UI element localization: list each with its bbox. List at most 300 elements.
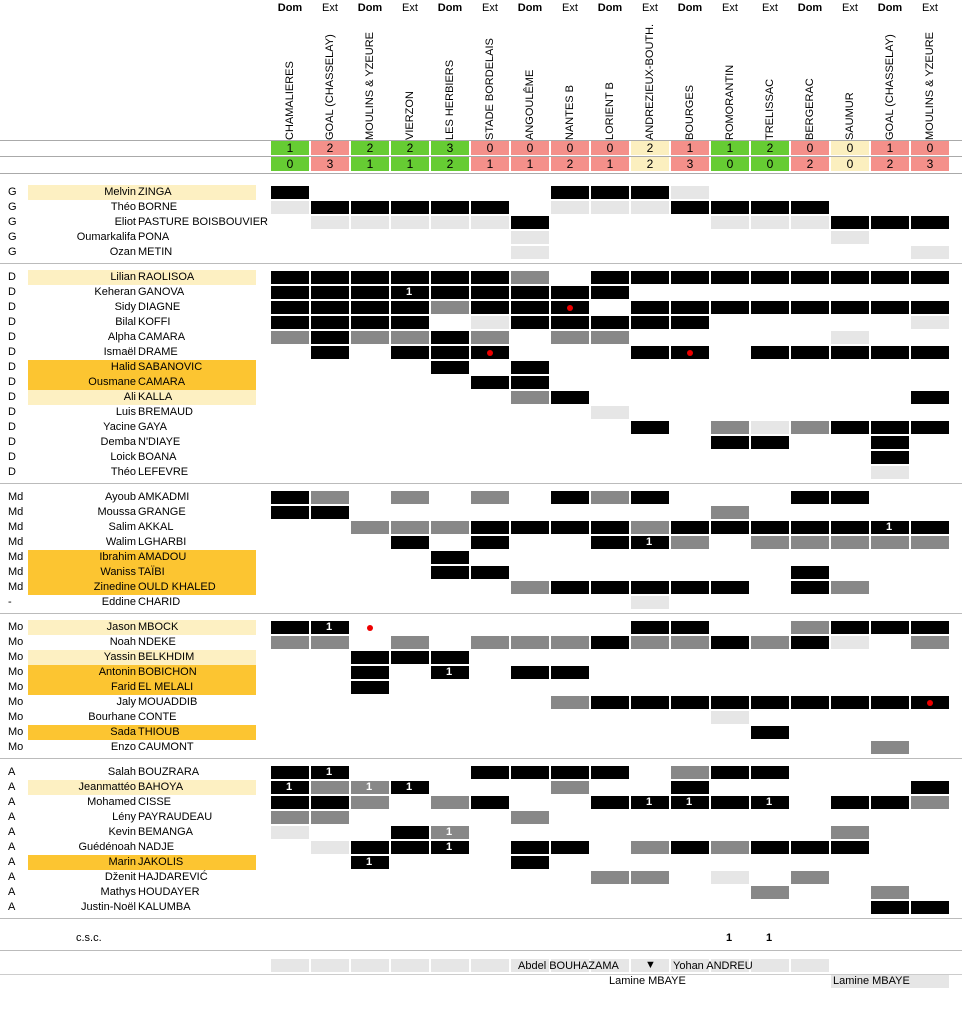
- score-cell: 0: [711, 157, 749, 171]
- participation-cell: [711, 271, 749, 284]
- participation-cell: [591, 521, 629, 534]
- player-name: [28, 230, 256, 245]
- staff-cell: [471, 959, 509, 972]
- player-name: [28, 360, 256, 375]
- participation-cell: [631, 636, 669, 649]
- score-cell: 1: [871, 141, 909, 155]
- score-cell: 2: [631, 141, 669, 155]
- participation-cell: [511, 391, 549, 404]
- participation-cell: [791, 841, 829, 854]
- player-name: [28, 780, 256, 795]
- participation-cell: [311, 781, 349, 794]
- participation-cell: [391, 346, 429, 359]
- last-name: RAOLISOA: [138, 271, 195, 283]
- position-label: Mo: [8, 711, 24, 723]
- participation-cell: [871, 301, 909, 314]
- first-name: Moussa: [97, 506, 136, 518]
- participation-cell: [271, 201, 309, 214]
- participation-cell: [431, 286, 469, 299]
- participation-cell: [711, 421, 749, 434]
- player-row: [0, 710, 962, 725]
- player-name: [28, 725, 256, 740]
- participation-cell: [271, 796, 309, 809]
- last-name: CISSE: [138, 796, 172, 808]
- score-cell: 2: [551, 157, 589, 171]
- opponent-name: LORIENT B: [604, 82, 616, 140]
- last-name: LEFEVRE: [138, 466, 189, 478]
- participation-cell: [511, 841, 549, 854]
- participation-cell: [871, 421, 909, 434]
- participation-cell: [671, 621, 709, 634]
- staff-cell: [791, 959, 829, 972]
- venue-label: Dom: [597, 2, 623, 14]
- participation-cell: [311, 201, 349, 214]
- participation-cell: [471, 331, 509, 344]
- first-name: Oumarkalifa: [76, 231, 136, 243]
- player-name: [28, 215, 268, 230]
- first-name: Kevin: [108, 826, 136, 838]
- participation-cell: [871, 621, 909, 634]
- player-row: [0, 565, 962, 580]
- opponent-label: [270, 18, 310, 140]
- player-row: [0, 505, 962, 520]
- participation-cell: [671, 781, 709, 794]
- player-name: [28, 765, 256, 780]
- participation-cell: [831, 696, 869, 709]
- first-name: Loick: [110, 451, 136, 463]
- last-name: KOFFI: [138, 316, 171, 328]
- opponent-label: [630, 18, 670, 140]
- player-name: [28, 345, 256, 360]
- group-separator: [0, 918, 962, 919]
- position-label: G: [8, 186, 17, 198]
- participation-cell: [551, 781, 589, 794]
- participation-cell: [831, 346, 869, 359]
- participation-cell: [631, 581, 669, 594]
- participation-cell: [911, 521, 949, 534]
- player-row: [0, 765, 962, 780]
- goal-count: 1: [365, 856, 373, 868]
- assistant-name: Lamine MBAYE: [833, 975, 910, 987]
- player-row: [0, 520, 962, 535]
- participation-cell: [271, 186, 309, 199]
- participation-cell: [871, 886, 909, 899]
- participation-cell: [431, 361, 469, 374]
- opponent-label: [870, 18, 910, 140]
- score-cell: 1: [271, 141, 309, 155]
- position-label: Mo: [8, 636, 24, 648]
- opponent-name: MOULINS & YZEURE: [364, 32, 376, 140]
- opponent-name: ANGOULÊME: [524, 69, 536, 140]
- participation-cell: [391, 301, 429, 314]
- participation-cell: [871, 451, 909, 464]
- score-cell: 0: [831, 157, 869, 171]
- header-rule: [0, 140, 962, 141]
- participation-cell: [351, 271, 389, 284]
- participation-cell: [671, 301, 709, 314]
- participation-cell: [311, 286, 349, 299]
- position-label: D: [8, 451, 16, 463]
- first-name: Bilal: [115, 316, 136, 328]
- position-label: Md: [8, 506, 24, 518]
- participation-cell: [591, 286, 629, 299]
- participation-cell: [551, 391, 589, 404]
- first-name: Yacine: [103, 421, 136, 433]
- participation-cell: [511, 521, 549, 534]
- participation-cell: [471, 286, 509, 299]
- first-name: Halid: [110, 361, 136, 373]
- participation-cell: [671, 696, 709, 709]
- participation-cell: [751, 346, 789, 359]
- first-name: Noah: [109, 636, 136, 648]
- participation-cell: [751, 536, 789, 549]
- participation-cell: [911, 421, 949, 434]
- position-label: Mo: [8, 681, 24, 693]
- player-row: [0, 345, 962, 360]
- participation-cell: [591, 871, 629, 884]
- participation-cell: [791, 871, 829, 884]
- participation-cell: [271, 301, 309, 314]
- participation-cell: [751, 636, 789, 649]
- position-label: D: [8, 406, 16, 418]
- position-label: Md: [8, 581, 24, 593]
- last-name: SABANOVIC: [138, 361, 203, 373]
- first-name: Marin: [108, 856, 136, 868]
- player-row: [0, 215, 962, 230]
- participation-cell: [511, 811, 549, 824]
- participation-cell: [711, 521, 749, 534]
- last-name: CONTE: [138, 711, 177, 723]
- venue-label: Dom: [797, 2, 823, 14]
- first-name: Mohamed: [87, 796, 136, 808]
- red-card-dot: [687, 350, 693, 356]
- position-label: A: [8, 901, 16, 913]
- player-name: [28, 465, 256, 480]
- participation-cell: [551, 696, 589, 709]
- player-row: [0, 490, 962, 505]
- opponent-label: [910, 18, 950, 140]
- player-name: [28, 490, 256, 505]
- goal-count: 1: [325, 766, 333, 778]
- first-name: Salim: [108, 521, 136, 533]
- position-label: D: [8, 376, 16, 388]
- venue-label: Dom: [677, 2, 703, 14]
- participation-cell: [791, 636, 829, 649]
- player-row: [0, 900, 962, 915]
- opponent-name: NANTES B: [564, 84, 576, 140]
- participation-cell: [631, 521, 669, 534]
- goal-count: 1: [765, 796, 773, 808]
- score-cell: 0: [831, 141, 869, 155]
- participation-cell: [791, 491, 829, 504]
- participation-cell: [631, 421, 669, 434]
- player-name: [28, 550, 256, 565]
- score-cell: 0: [911, 141, 949, 155]
- score-cell: 0: [551, 141, 589, 155]
- participation-cell: [511, 271, 549, 284]
- venue-label: Dom: [517, 2, 543, 14]
- participation-cell: [791, 271, 829, 284]
- player-name: [28, 665, 256, 680]
- last-name: KALUMBA: [138, 901, 191, 913]
- last-name: LGHARBI: [138, 536, 187, 548]
- participation-cell: [791, 201, 829, 214]
- participation-cell: [831, 581, 869, 594]
- player-name: [28, 595, 256, 610]
- participation-cell: [311, 271, 349, 284]
- first-name: Bourhane: [88, 711, 136, 723]
- participation-cell: [871, 271, 909, 284]
- player-name: [28, 185, 256, 200]
- player-row: [0, 360, 962, 375]
- player-name: [28, 245, 256, 260]
- opponent-label: [550, 18, 590, 140]
- opponent-name: CHAMALIERES: [284, 61, 296, 140]
- last-name: PAYRAUDEAU: [138, 811, 213, 823]
- first-name: Antonin: [98, 666, 136, 678]
- participation-cell: [751, 271, 789, 284]
- participation-cell: [471, 376, 509, 389]
- participation-cell: [751, 421, 789, 434]
- player-row: [0, 200, 962, 215]
- participation-cell: [791, 346, 829, 359]
- participation-cell: [711, 301, 749, 314]
- score-cell: 0: [271, 157, 309, 171]
- last-name: THIOUB: [138, 726, 180, 738]
- participation-cell: [911, 536, 949, 549]
- player-name: [28, 270, 256, 285]
- player-row: [0, 810, 962, 825]
- goal-count: 1: [645, 796, 653, 808]
- participation-cell: [351, 521, 389, 534]
- participation-cell: [831, 621, 869, 634]
- participation-cell: [631, 346, 669, 359]
- player-row: [0, 420, 962, 435]
- player-name: [28, 900, 256, 915]
- last-name: BOUZRARA: [138, 766, 200, 778]
- player-row: [0, 595, 962, 610]
- staff-cell: [351, 959, 389, 972]
- participation-cell: [591, 316, 629, 329]
- last-name: GAYA: [138, 421, 167, 433]
- opponent-label: [350, 18, 390, 140]
- opponent-name: TRELISSAC: [764, 78, 776, 140]
- participation-cell: [631, 316, 669, 329]
- player-name: [28, 390, 256, 405]
- participation-cell: [551, 286, 589, 299]
- participation-cell: [511, 766, 549, 779]
- position-label: G: [8, 231, 17, 243]
- first-name: Farid: [110, 681, 136, 693]
- participation-cell: [271, 491, 309, 504]
- player-row: [0, 405, 962, 420]
- player-row: [0, 580, 962, 595]
- goal-count: 1: [405, 286, 413, 298]
- first-name: Melvin: [104, 186, 136, 198]
- opponent-label: [590, 18, 630, 140]
- first-name: Théo: [110, 201, 136, 213]
- last-name: PONA: [138, 231, 170, 243]
- opponent-name: GOAL (CHASSELAY): [324, 34, 336, 140]
- first-name: Yassin: [103, 651, 136, 663]
- participation-cell: [511, 231, 549, 244]
- score-cell: 1: [471, 157, 509, 171]
- venue-label: Ext: [642, 2, 658, 14]
- opponent-name: ANDREZIEUX-BOUTH.: [644, 23, 656, 140]
- position-label: A: [8, 871, 16, 883]
- venue-label: Dom: [357, 2, 383, 14]
- last-name: CAMARA: [138, 331, 186, 343]
- participation-cell: [311, 331, 349, 344]
- participation-cell: [751, 201, 789, 214]
- player-row: [0, 375, 962, 390]
- last-name: BOANA: [138, 451, 177, 463]
- participation-cell: [871, 696, 909, 709]
- opponent-label: [710, 18, 750, 140]
- participation-cell: [271, 766, 309, 779]
- score-cell: 3: [911, 157, 949, 171]
- participation-cell: [711, 711, 749, 724]
- first-name: Alpha: [107, 331, 136, 343]
- participation-cell: [871, 536, 909, 549]
- first-name: Waniss: [100, 566, 136, 578]
- score-cell: 3: [311, 157, 349, 171]
- player-name: [28, 330, 256, 345]
- participation-cell: [471, 766, 509, 779]
- last-name: GRANGE: [138, 506, 186, 518]
- player-row: [0, 825, 962, 840]
- participation-cell: [791, 216, 829, 229]
- last-name: BELKHDIM: [138, 651, 195, 663]
- position-label: D: [8, 436, 16, 448]
- participation-cell: [511, 246, 549, 259]
- player-name: [28, 315, 256, 330]
- participation-cell: [751, 521, 789, 534]
- participation-cell: [431, 216, 469, 229]
- position-label: A: [8, 886, 16, 898]
- first-name: Jaly: [116, 696, 136, 708]
- participation-cell: [711, 696, 749, 709]
- score-cell: 2: [311, 141, 349, 155]
- first-name: Justin-Noël: [80, 901, 136, 913]
- player-name: [28, 855, 256, 870]
- participation-cell: [271, 506, 309, 519]
- participation-cell: [351, 216, 389, 229]
- participation-cell: [751, 301, 789, 314]
- participation-cell: [471, 491, 509, 504]
- staff-cell: [311, 959, 349, 972]
- participation-cell: [751, 886, 789, 899]
- score-cell: 0: [751, 157, 789, 171]
- participation-cell: [831, 841, 869, 854]
- participation-cell: [551, 666, 589, 679]
- first-name: Sidy: [114, 301, 136, 313]
- participation-cell: [631, 186, 669, 199]
- player-name: [28, 620, 256, 635]
- participation-cell: [431, 551, 469, 564]
- opponent-name: LES HERBIERS: [444, 59, 456, 140]
- player-row: [0, 550, 962, 565]
- first-name: Luis: [115, 406, 136, 418]
- first-name: Théo: [110, 466, 136, 478]
- participation-cell: [351, 651, 389, 664]
- participation-cell: [671, 186, 709, 199]
- player-row: [0, 435, 962, 450]
- first-name: Eliot: [114, 216, 136, 228]
- player-row: [0, 185, 962, 200]
- participation-cell: [591, 201, 629, 214]
- participation-cell: [831, 796, 869, 809]
- red-card-dot: [567, 305, 573, 311]
- participation-cell: [551, 201, 589, 214]
- opponent-name: BOURGES: [684, 84, 696, 140]
- participation-cell: [591, 271, 629, 284]
- participation-cell: [391, 201, 429, 214]
- participation-cell: [271, 331, 309, 344]
- participation-cell: [351, 201, 389, 214]
- position-label: D: [8, 421, 16, 433]
- position-label: Md: [8, 491, 24, 503]
- footer-rule: [0, 974, 962, 975]
- score-cell: 1: [591, 157, 629, 171]
- score-cell: 1: [391, 157, 429, 171]
- participation-cell: [351, 331, 389, 344]
- position-label: Mo: [8, 726, 24, 738]
- first-name: Jeanmattéo: [78, 781, 136, 793]
- goal-count: 1: [405, 781, 413, 793]
- participation-cell: [711, 201, 749, 214]
- last-name: BAHOYA: [138, 781, 184, 793]
- score-cell: 1: [511, 157, 549, 171]
- goal-count: 1: [365, 781, 373, 793]
- position-label: D: [8, 391, 16, 403]
- participation-cell: [591, 186, 629, 199]
- participation-cell: [831, 491, 869, 504]
- player-row: [0, 245, 962, 260]
- player-row: [0, 390, 962, 405]
- group-separator: [0, 483, 962, 484]
- score-cell: 1: [351, 157, 389, 171]
- player-name: [28, 695, 256, 710]
- staff-cell: [431, 959, 469, 972]
- participation-cell: [711, 636, 749, 649]
- player-name: [28, 870, 256, 885]
- participation-cell: [511, 666, 549, 679]
- participation-cell: [431, 796, 469, 809]
- position-label: A: [8, 826, 16, 838]
- participation-cell: [751, 216, 789, 229]
- opponent-name: STADE BORDELAIS: [484, 38, 496, 140]
- first-name: Salah: [107, 766, 136, 778]
- participation-cell: [911, 901, 949, 914]
- player-name: [28, 520, 256, 535]
- participation-cell: [711, 506, 749, 519]
- position-label: A: [8, 766, 16, 778]
- score-cell: 2: [751, 141, 789, 155]
- venue-label: Ext: [402, 2, 418, 14]
- participation-cell: [391, 216, 429, 229]
- participation-cell: [471, 536, 509, 549]
- player-row: [0, 270, 962, 285]
- participation-cell: [271, 621, 309, 634]
- player-name: [28, 535, 256, 550]
- participation-cell: [591, 796, 629, 809]
- participation-cell: [391, 651, 429, 664]
- participation-cell: [671, 316, 709, 329]
- score-cell: 2: [791, 157, 829, 171]
- venue-label: Dom: [877, 2, 903, 14]
- venue-label: Ext: [842, 2, 858, 14]
